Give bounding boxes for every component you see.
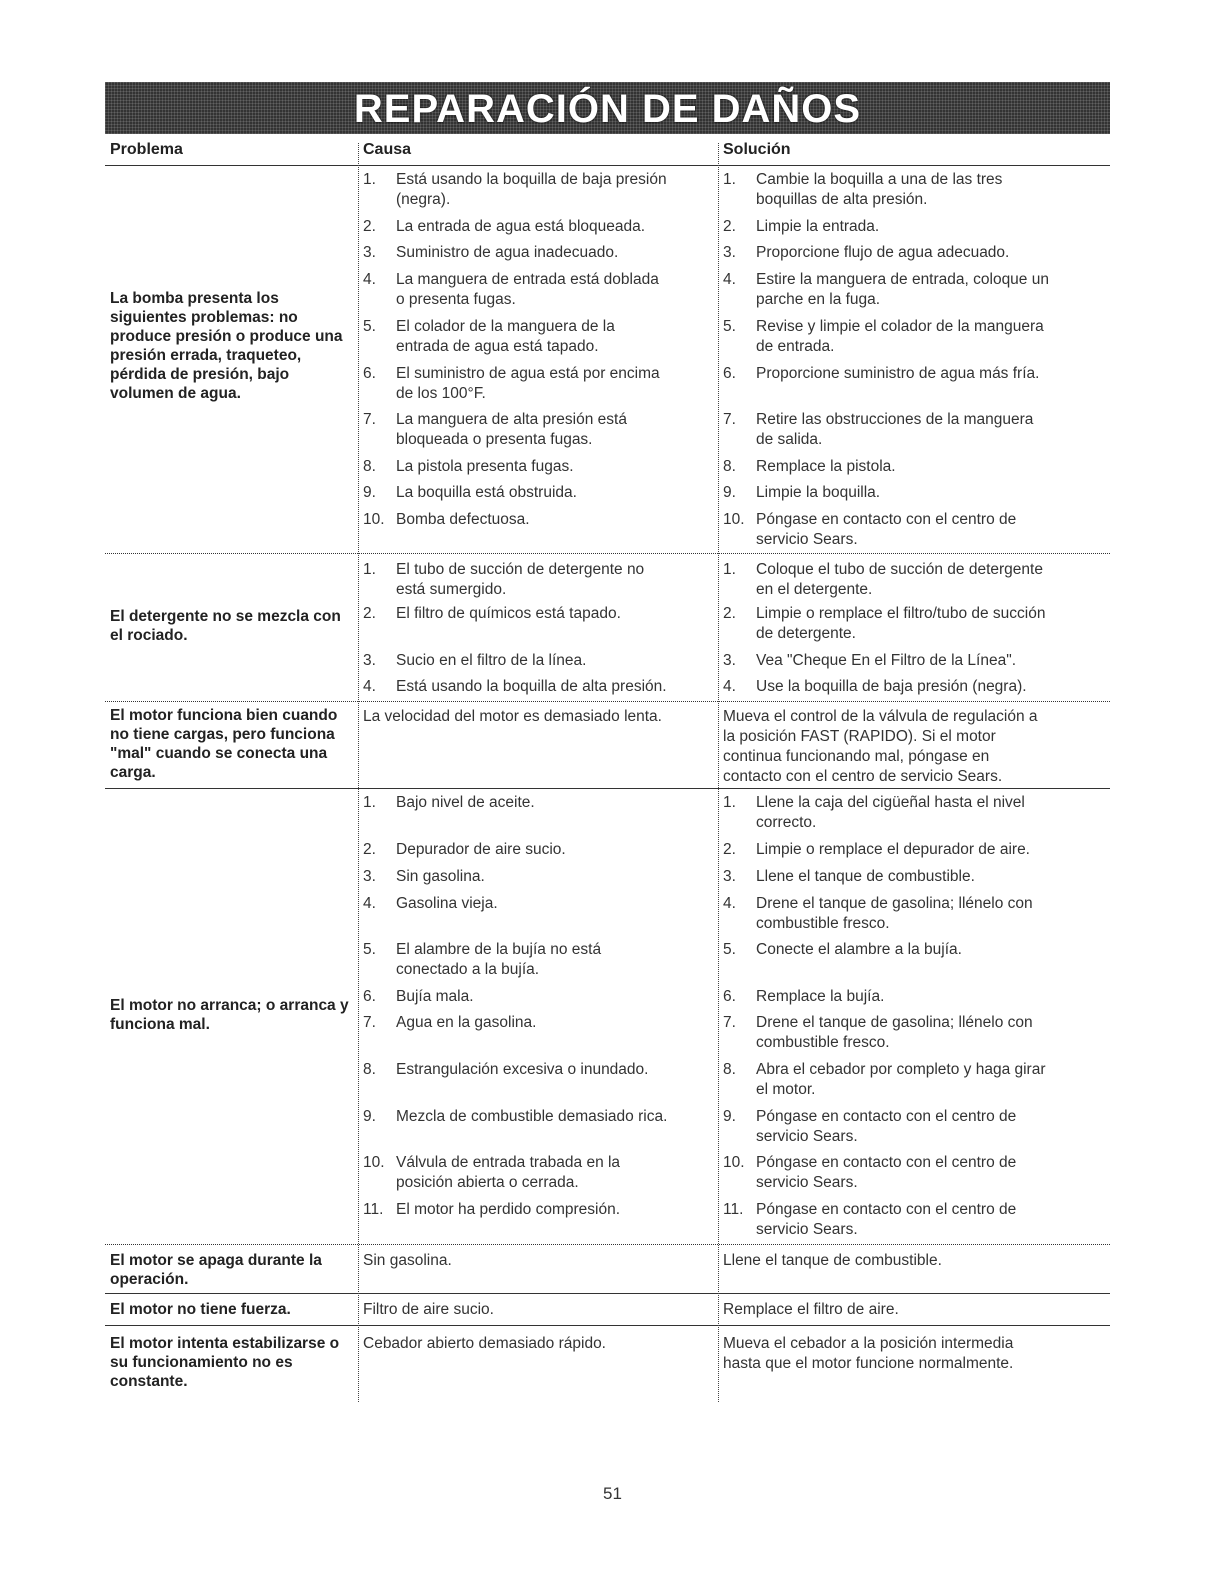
section-divider bbox=[105, 701, 1110, 702]
solution-text: Llene la caja del cigüeñal hasta el nivel bbox=[756, 794, 1025, 811]
problem-text: El motor no arranca; o arranca y funciona mal. bbox=[110, 997, 349, 1033]
solution-text: Póngase en contacto con el centro de bbox=[756, 1154, 1017, 1171]
cause-text: posición abierta o cerrada. bbox=[396, 1174, 579, 1191]
solution-number: 10. bbox=[723, 511, 745, 528]
cause-text: Mezcla de combustible demasiado rica. bbox=[396, 1108, 668, 1125]
cause-text: conectado a la bujía. bbox=[396, 961, 540, 978]
cause-number: 3. bbox=[363, 652, 376, 669]
cause-text: El tubo de succión de detergente no bbox=[396, 561, 645, 578]
cause-number: 1. bbox=[363, 794, 376, 811]
solution-text: Limpie la boquilla. bbox=[756, 484, 881, 501]
cause-text: Válvula de entrada trabada en la bbox=[396, 1154, 621, 1171]
solution-text: Llene el tanque de combustible. bbox=[723, 1252, 942, 1269]
cause-text: Suministro de agua inadecuado. bbox=[396, 244, 619, 261]
solution-text: Proporcione suministro de agua más fría. bbox=[756, 365, 1040, 382]
solution-number: 2. bbox=[723, 218, 736, 235]
problem-text: El motor funciona bien cuando no tiene cargas, pero funciona "mal" cuando se conecta una carga. bbox=[110, 707, 338, 781]
cause-number: 2. bbox=[363, 605, 376, 622]
solution-text: Drene el tanque de gasolina; llénelo con bbox=[756, 895, 1033, 912]
cause-number: 9. bbox=[363, 1108, 376, 1125]
solution-number: 8. bbox=[723, 1061, 736, 1078]
solution-text: Remplace la bujía. bbox=[756, 988, 885, 1005]
solution-text: Coloque el tubo de succión de detergente bbox=[756, 561, 1043, 578]
cause-text: bloqueada o presenta fugas. bbox=[396, 431, 593, 448]
solution-number: 2. bbox=[723, 605, 736, 622]
solution-text: Cambie la boquilla a una de las tres bbox=[756, 171, 1003, 188]
solution-text: parche en la fuga. bbox=[756, 291, 881, 308]
solution-text: combustible fresco. bbox=[756, 915, 890, 932]
solution-number: 9. bbox=[723, 1108, 736, 1125]
title-banner bbox=[105, 82, 1110, 134]
cause-number: 2. bbox=[363, 218, 376, 235]
cause-number: 5. bbox=[363, 318, 376, 335]
solution-text: servicio Sears. bbox=[756, 1174, 858, 1191]
section-divider bbox=[105, 1293, 1110, 1294]
solution-text: Remplace el filtro de aire. bbox=[723, 1301, 899, 1318]
solution-number: 8. bbox=[723, 458, 736, 475]
solution-text: Retire las obstrucciones de la manguera bbox=[756, 411, 1034, 428]
cause-number: 1. bbox=[363, 561, 376, 578]
cause-number: 4. bbox=[363, 678, 376, 695]
cause-text: o presenta fugas. bbox=[396, 291, 516, 308]
solution-number: 4. bbox=[723, 678, 736, 695]
solution-text: de salida. bbox=[756, 431, 823, 448]
cause-text: Gasolina vieja. bbox=[396, 895, 498, 912]
solution-text: continua funcionando mal, póngase en bbox=[723, 748, 990, 765]
cause-text: está sumergido. bbox=[396, 581, 507, 598]
solution-text: Revise y limpie el colador de la manguera bbox=[756, 318, 1044, 335]
page-number: 51 bbox=[603, 1484, 622, 1503]
solution-text: Use la boquilla de baja presión (negra). bbox=[756, 678, 1027, 695]
cause-text: Bujía mala. bbox=[396, 988, 474, 1005]
solution-text: Proporcione flujo de agua adecuado. bbox=[756, 244, 1010, 261]
cause-number: 7. bbox=[363, 1014, 376, 1031]
solution-number: 1. bbox=[723, 794, 736, 811]
solution-number: 3. bbox=[723, 652, 736, 669]
section-divider bbox=[105, 1325, 1110, 1326]
cause-text: Filtro de aire sucio. bbox=[363, 1301, 494, 1318]
cause-text: Bajo nivel de aceite. bbox=[396, 794, 535, 811]
problem-text: El motor no tiene fuerza. bbox=[110, 1301, 291, 1318]
solution-number: 1. bbox=[723, 561, 736, 578]
solution-text: de detergente. bbox=[756, 625, 856, 642]
solution-text: Limpie o remplace el depurador de aire. bbox=[756, 841, 1030, 858]
solution-text: la posición FAST (RAPIDO). Si el motor bbox=[723, 728, 996, 745]
solution-text: Limpie la entrada. bbox=[756, 218, 880, 235]
section-divider bbox=[105, 553, 1110, 554]
cause-text: Está usando la boquilla de alta presión. bbox=[396, 678, 667, 695]
solution-number: 7. bbox=[723, 1014, 736, 1031]
cause-number: 4. bbox=[363, 895, 376, 912]
page-title: REPARACIÓN DE DAÑOS bbox=[353, 87, 862, 131]
cause-text: La entrada de agua está bloqueada. bbox=[396, 218, 646, 235]
header-divider bbox=[105, 165, 1110, 166]
cause-number: 10. bbox=[363, 511, 385, 528]
solution-number: 5. bbox=[723, 941, 736, 958]
cause-text: Bomba defectuosa. bbox=[396, 511, 530, 528]
cause-text: La manguera de entrada está doblada bbox=[396, 271, 659, 288]
solution-number: 6. bbox=[723, 988, 736, 1005]
solution-text: el motor. bbox=[756, 1081, 816, 1098]
cause-text: Estrangulación excesiva o inundado. bbox=[396, 1061, 649, 1078]
cause-text: Agua en la gasolina. bbox=[396, 1014, 537, 1031]
solution-text: Estire la manguera de entrada, coloque un bbox=[756, 271, 1049, 288]
column-divider-cause bbox=[358, 143, 359, 1402]
cause-text: El motor ha perdido compresión. bbox=[396, 1201, 621, 1218]
cause-text: Sin gasolina. bbox=[363, 1252, 452, 1269]
cause-number: 1. bbox=[363, 171, 376, 188]
cause-number: 6. bbox=[363, 365, 376, 382]
solution-text: servicio Sears. bbox=[756, 1128, 858, 1145]
cause-text: Sucio en el filtro de la línea. bbox=[396, 652, 587, 669]
solution-text: boquillas de alta presión. bbox=[756, 191, 928, 208]
solution-number: 7. bbox=[723, 411, 736, 428]
problem-text: La bomba presenta los siguientes problemas: no produce presión o produce una presión errada, traqueteo, pérdida de presión, bajo volumen de agua. bbox=[110, 290, 343, 402]
solution-text: Mueva el cebador a la posición intermedia bbox=[723, 1335, 1014, 1352]
cause-text: Está usando la boquilla de baja presión bbox=[396, 171, 667, 188]
cause-number: 5. bbox=[363, 941, 376, 958]
solution-number: 4. bbox=[723, 271, 736, 288]
solution-text: Drene el tanque de gasolina; llénelo con bbox=[756, 1014, 1033, 1031]
solution-text: servicio Sears. bbox=[756, 1221, 858, 1238]
cause-text: Cebador abierto demasiado rápido. bbox=[363, 1335, 606, 1352]
problem-text: El motor se apaga durante la operación. bbox=[110, 1252, 322, 1288]
solution-text: hasta que el motor funcione normalmente. bbox=[723, 1355, 1014, 1372]
solution-text: Conecte el alambre a la bujía. bbox=[756, 941, 962, 958]
solution-text: Mueva el control de la válvula de regulación a bbox=[723, 708, 1038, 725]
section-divider bbox=[105, 788, 1110, 789]
header-cause: Causa bbox=[363, 141, 412, 158]
cause-number: 8. bbox=[363, 458, 376, 475]
solution-text: en el detergente. bbox=[756, 581, 873, 598]
cause-text: entrada de agua está tapado. bbox=[396, 338, 599, 355]
solution-text: Limpie o remplace el filtro/tubo de succión bbox=[756, 605, 1046, 622]
cause-text: El suministro de agua está por encima bbox=[396, 365, 660, 382]
cause-text: de los 100°F. bbox=[396, 385, 486, 402]
cause-number: 8. bbox=[363, 1061, 376, 1078]
solution-text: Remplace la pistola. bbox=[756, 458, 896, 475]
cause-number: 4. bbox=[363, 271, 376, 288]
solution-text: Póngase en contacto con el centro de bbox=[756, 1201, 1017, 1218]
solution-text: de entrada. bbox=[756, 338, 835, 355]
cause-text: La pistola presenta fugas. bbox=[396, 458, 574, 475]
solution-number: 9. bbox=[723, 484, 736, 501]
cause-number: 10. bbox=[363, 1154, 385, 1171]
problem-text: El motor intenta estabilizarse o su funcionamiento no es constante. bbox=[110, 1335, 340, 1390]
cause-text: El filtro de químicos está tapado. bbox=[396, 605, 621, 622]
cause-text: El alambre de la bujía no está bbox=[396, 941, 602, 958]
solution-text: Vea "Cheque En el Filtro de la Línea". bbox=[756, 652, 1017, 669]
cause-text: La manguera de alta presión está bbox=[396, 411, 627, 428]
cause-number: 2. bbox=[363, 841, 376, 858]
cause-number: 7. bbox=[363, 411, 376, 428]
solution-number: 5. bbox=[723, 318, 736, 335]
problem-text: El detergente no se mezcla con el rociado. bbox=[110, 608, 341, 644]
solution-text: correcto. bbox=[756, 814, 817, 831]
solution-number: 3. bbox=[723, 868, 736, 885]
cause-number: 9. bbox=[363, 484, 376, 501]
solution-number: 4. bbox=[723, 895, 736, 912]
section-divider bbox=[105, 1244, 1110, 1245]
header-solution: Solución bbox=[723, 141, 791, 158]
cause-text: El colador de la manguera de la bbox=[396, 318, 615, 335]
solution-text: Póngase en contacto con el centro de bbox=[756, 511, 1017, 528]
cause-text: Sin gasolina. bbox=[396, 868, 485, 885]
solution-text: Abra el cebador por completo y haga girar bbox=[756, 1061, 1046, 1078]
solution-text: servicio Sears. bbox=[756, 531, 858, 548]
cause-number: 3. bbox=[363, 868, 376, 885]
cause-text: La velocidad del motor es demasiado lenta. bbox=[363, 708, 662, 725]
solution-number: 6. bbox=[723, 365, 736, 382]
cause-number: 11. bbox=[363, 1201, 384, 1218]
solution-number: 11. bbox=[723, 1201, 744, 1218]
solution-number: 3. bbox=[723, 244, 736, 261]
solution-text: combustible fresco. bbox=[756, 1034, 890, 1051]
cause-text: Depurador de aire sucio. bbox=[396, 841, 566, 858]
solution-number: 1. bbox=[723, 171, 736, 188]
solution-text: Llene el tanque de combustible. bbox=[756, 868, 975, 885]
cause-text: (negra). bbox=[396, 191, 451, 208]
cause-number: 6. bbox=[363, 988, 376, 1005]
header-problem: Problema bbox=[110, 141, 183, 158]
column-divider-solution bbox=[718, 143, 719, 1402]
solution-number: 2. bbox=[723, 841, 736, 858]
solution-number: 10. bbox=[723, 1154, 745, 1171]
solution-text: contacto con el centro de servicio Sears. bbox=[723, 768, 1003, 785]
cause-text: La boquilla está obstruida. bbox=[396, 484, 577, 501]
solution-text: Póngase en contacto con el centro de bbox=[756, 1108, 1017, 1125]
cause-number: 3. bbox=[363, 244, 376, 261]
